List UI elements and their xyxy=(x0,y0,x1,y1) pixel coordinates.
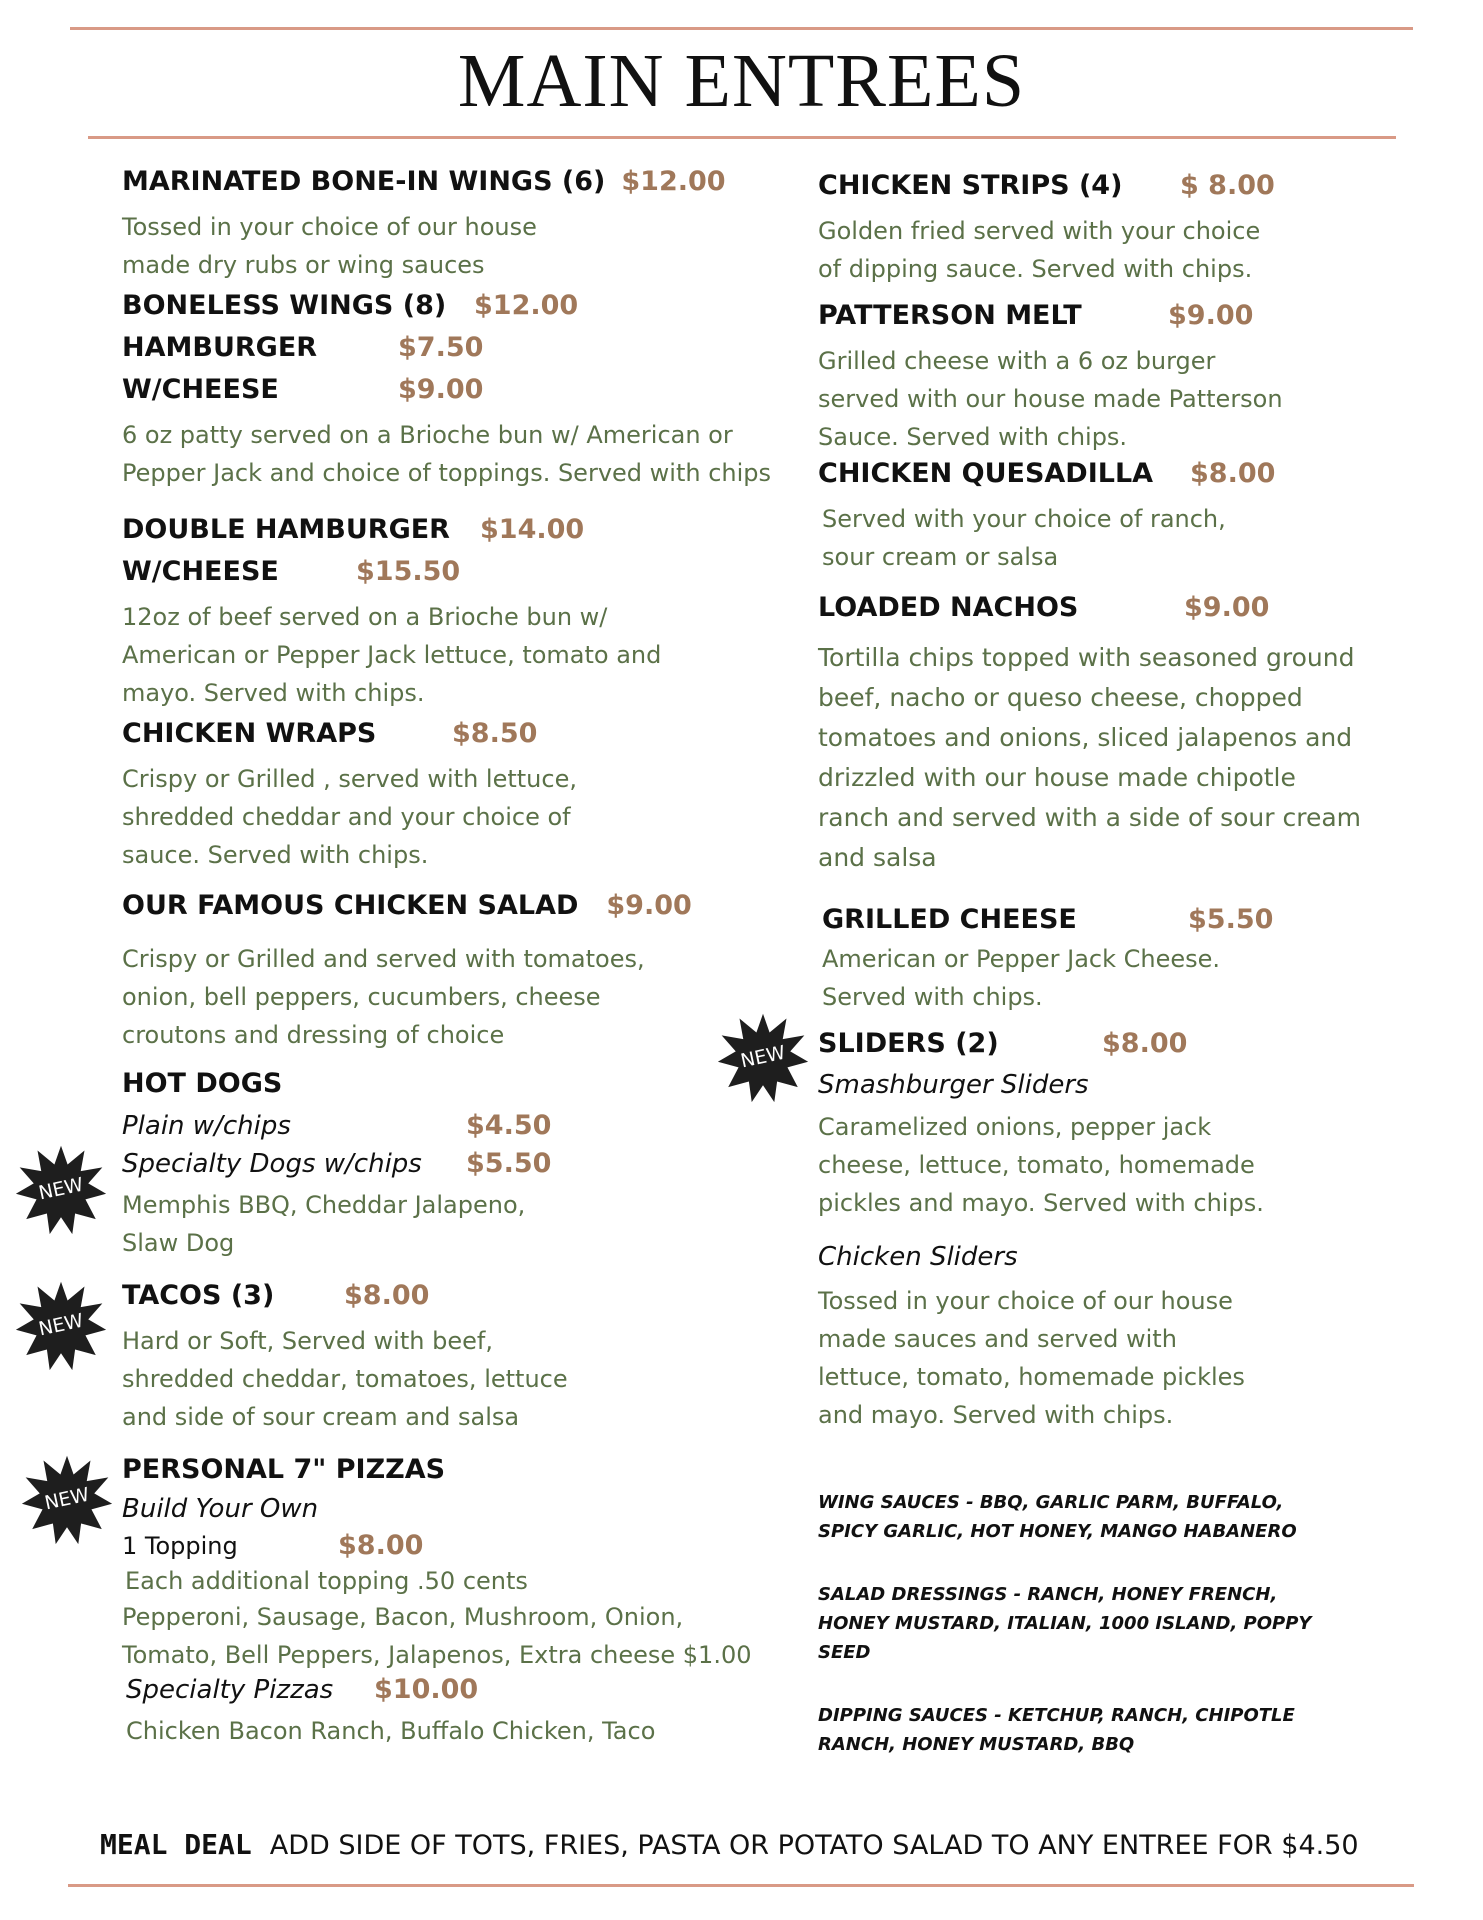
item-desc-line: croutons and dressing of choice xyxy=(122,1021,505,1049)
item-option-price: $10.00 xyxy=(374,1674,479,1705)
item-desc-line: and salsa xyxy=(818,843,937,872)
new-badge-tacos xyxy=(14,1278,108,1372)
item-name: TACOS (3) xyxy=(122,1280,275,1311)
item-desc-line: made dry rubs or wing sauces xyxy=(122,251,485,279)
menu-item-double-hamburger xyxy=(122,514,782,712)
item-desc-line: pickles and mayo. Served with chips. xyxy=(818,1189,1264,1217)
item-desc-line: cheese, lettuce, tomato, homemade xyxy=(818,1151,1255,1179)
item-price: $ 8.00 xyxy=(1180,170,1275,201)
item-desc-line: Tomato, Bell Peppers, Jalapenos, Extra cheese $1.00 xyxy=(122,1641,752,1669)
item-desc-line: tomatoes and onions, sliced jalapenos and xyxy=(818,723,1353,752)
item-name: PERSONAL 7" PIZZAS xyxy=(122,1454,446,1485)
item-desc-line: Memphis BBQ, Cheddar Jalapeno, xyxy=(122,1191,526,1219)
item-desc-line: beef, nacho or queso cheese, chopped xyxy=(818,683,1303,712)
item-name: BONELESS WINGS (8) xyxy=(122,290,447,321)
item-desc-line: Pepperoni, Sausage, Bacon, Mushroom, Onion, xyxy=(122,1603,684,1631)
item-desc-line: Tossed in your choice of our house xyxy=(818,1287,1233,1315)
item-desc-line: and side of sour cream and salsa xyxy=(122,1403,520,1431)
item-option-name: Smashburger Sliders xyxy=(818,1070,1089,1100)
item-desc-line: sour cream or salsa xyxy=(822,543,1059,571)
item-price: $12.00 xyxy=(474,290,579,321)
note-line: RANCH, HONEY MUSTARD, BBQ xyxy=(818,1734,1135,1755)
item-option-name: Chicken Sliders xyxy=(818,1242,1018,1272)
item-desc-line: 12oz of beef served on a Brioche bun w/ xyxy=(122,603,608,631)
menu-item-bone-in-wings xyxy=(122,166,782,282)
sauce-notes xyxy=(818,1488,1418,1793)
item-price: $7.50 xyxy=(398,332,484,363)
menu-item-pizzas xyxy=(122,1454,782,1750)
item-price: $8.00 xyxy=(1102,1028,1188,1059)
item-option-name: Plain w/chips xyxy=(122,1111,291,1141)
item-desc-line: American or Pepper Jack Cheese. xyxy=(822,945,1221,973)
new-badge-sliders xyxy=(716,1010,810,1104)
item-desc-line: Served with chips. xyxy=(822,983,1043,1011)
badge-label: NEW xyxy=(36,1173,86,1205)
note-dipping-sauces xyxy=(818,1701,1418,1759)
menu-item-patterson-melt xyxy=(818,300,1418,456)
item-name: LOADED NACHOS xyxy=(818,592,1079,623)
item-price: $5.50 xyxy=(1188,904,1274,935)
menu-item-hot-dogs xyxy=(122,1068,782,1262)
left-column xyxy=(122,166,782,1750)
item-desc-line: Grilled cheese with a 6 oz burger xyxy=(818,347,1216,375)
note-line: SEED xyxy=(818,1642,871,1663)
badge-label: NEW xyxy=(36,1309,86,1341)
meal-deal-banner xyxy=(100,1828,1430,1861)
item-desc-line: Chicken Bacon Ranch, Buffalo Chicken, Taco xyxy=(126,1717,656,1745)
item-desc-line: 6 oz patty served on a Brioche bun w/ American or xyxy=(122,421,733,449)
item-price: $8.50 xyxy=(452,718,538,749)
item-name: PATTERSON MELT xyxy=(818,300,1082,331)
item-name: CHICKEN STRIPS (4) xyxy=(818,170,1123,201)
item-desc-line: Golden fried served with your choice xyxy=(818,217,1261,245)
menu-item-sliders xyxy=(818,1028,1418,1434)
item-desc-line: Tortilla chips topped with seasoned ground xyxy=(818,643,1355,672)
item-desc-line: mayo. Served with chips. xyxy=(122,679,425,707)
note-wing-sauces xyxy=(818,1488,1418,1546)
item-desc-line: Tossed in your choice of our house xyxy=(122,213,537,241)
note-line: SALAD DRESSINGS - RANCH, HONEY FRENCH, xyxy=(818,1584,1278,1605)
item-option-name: Build Your Own xyxy=(122,1494,319,1524)
new-badge-pizzas xyxy=(20,1452,114,1546)
menu-item-tacos xyxy=(122,1280,782,1436)
menu-item-boneless-wings xyxy=(122,290,782,332)
item-desc-line: sauce. Served with chips. xyxy=(122,841,429,869)
page-title: MAIN ENTREES xyxy=(457,39,1026,123)
item-desc-line: Hard or Soft, Served with beef, xyxy=(122,1327,493,1355)
item-desc-line: Pepper Jack and choice of toppings. Served with chips xyxy=(122,459,772,487)
item-variant-name: W/CHEESE xyxy=(122,374,279,405)
new-badge-hot-dogs xyxy=(14,1142,108,1236)
item-name: CHICKEN QUESADILLA xyxy=(818,458,1154,489)
item-name: OUR FAMOUS CHICKEN SALAD xyxy=(122,890,579,921)
top-rule xyxy=(70,27,1413,30)
item-desc-line: Crispy or Grilled , served with lettuce, xyxy=(122,765,577,793)
menu-item-hamburger xyxy=(122,332,782,492)
menu-item-chicken-quesadilla xyxy=(818,458,1418,576)
item-name: CHICKEN WRAPS xyxy=(122,718,377,749)
item-price: $14.00 xyxy=(480,514,585,545)
item-desc-line: Each additional topping .50 cents xyxy=(125,1567,528,1595)
item-desc-line: drizzled with our house made chipotle xyxy=(818,763,1296,792)
item-price: $9.00 xyxy=(606,890,692,921)
item-option-price: $5.50 xyxy=(466,1148,552,1179)
item-desc-line: made sauces and served with xyxy=(818,1325,1177,1353)
item-name: HAMBURGER xyxy=(122,332,318,363)
note-line: HONEY MUSTARD, ITALIAN, 1000 ISLAND, POPPY xyxy=(818,1613,1312,1634)
item-desc-line: Crispy or Grilled and served with tomatoes, xyxy=(122,945,645,973)
item-desc-line: Caramelized onions, pepper jack xyxy=(818,1113,1212,1141)
item-name: MARINATED BONE-IN WINGS (6) xyxy=(122,166,606,197)
item-desc-line: shredded cheddar and your choice of xyxy=(122,803,571,831)
item-name: DOUBLE HAMBURGER xyxy=(122,514,450,545)
title-underline xyxy=(88,136,1396,139)
note-line: DIPPING SAUCES - KETCHUP, RANCH, CHIPOTLE xyxy=(818,1705,1295,1726)
item-option-price: $4.50 xyxy=(466,1110,552,1141)
item-desc-line: onion, bell peppers, cucumbers, cheese xyxy=(122,983,601,1011)
menu-item-loaded-nachos xyxy=(818,592,1418,878)
item-option-price: $8.00 xyxy=(338,1530,424,1561)
menu-item-grilled-cheese xyxy=(818,904,1418,1016)
item-desc-line: Served with your choice of ranch, xyxy=(822,505,1226,533)
meal-deal-text: ADD SIDE OF TOTS, FRIES, PASTA OR POTATO SALAD TO ANY ENTREE FOR $4.50 xyxy=(269,1830,1359,1861)
badge-label: NEW xyxy=(42,1483,92,1515)
item-price: $9.00 xyxy=(1184,592,1270,623)
right-column xyxy=(818,170,1418,1434)
note-line: WING SAUCES - BBQ, GARLIC PARM, BUFFALO, xyxy=(818,1492,1284,1513)
item-name: GRILLED CHEESE xyxy=(822,904,1077,935)
item-desc-line: Slaw Dog xyxy=(122,1229,235,1257)
item-desc-line: Sauce. Served with chips. xyxy=(818,423,1128,451)
note-salad-dressings xyxy=(818,1580,1418,1667)
item-price: $12.00 xyxy=(621,166,726,197)
menu-item-chicken-wraps xyxy=(122,718,782,874)
bottom-rule xyxy=(68,1884,1414,1887)
item-variant-price: $9.00 xyxy=(398,374,484,405)
menu-item-chicken-salad xyxy=(122,890,782,1054)
item-option-name: Specialty Dogs w/chips xyxy=(122,1149,422,1179)
item-price: $9.00 xyxy=(1168,300,1254,331)
item-option-name: 1 Topping xyxy=(122,1532,238,1560)
item-desc-line: lettuce, tomato, homemade pickles xyxy=(818,1363,1245,1391)
item-desc-line: served with our house made Patterson xyxy=(818,385,1283,413)
item-price: $8.00 xyxy=(344,1280,430,1311)
item-name: HOT DOGS xyxy=(122,1068,283,1099)
item-desc-line: of dipping sauce. Served with chips. xyxy=(818,255,1253,283)
item-variant-name: W/CHEESE xyxy=(122,556,279,587)
item-desc-line: and mayo. Served with chips. xyxy=(818,1401,1174,1429)
item-name: SLIDERS (2) xyxy=(818,1028,999,1059)
note-line: SPICY GARLIC, HOT HONEY, MANGO HABANERO xyxy=(818,1521,1297,1542)
item-variant-price: $15.50 xyxy=(356,556,461,587)
menu-item-chicken-strips xyxy=(818,170,1418,288)
meal-deal-label: MEAL DEAL xyxy=(100,1828,252,1861)
badge-label: NEW xyxy=(738,1041,788,1073)
item-option-name: Specialty Pizzas xyxy=(126,1675,334,1705)
item-desc-line: shredded cheddar, tomatoes, lettuce xyxy=(122,1365,568,1393)
item-price: $8.00 xyxy=(1190,458,1276,489)
item-desc-line: American or Pepper Jack lettuce, tomato and xyxy=(122,641,662,669)
item-desc-line: ranch and served with a side of sour cream xyxy=(818,803,1362,832)
